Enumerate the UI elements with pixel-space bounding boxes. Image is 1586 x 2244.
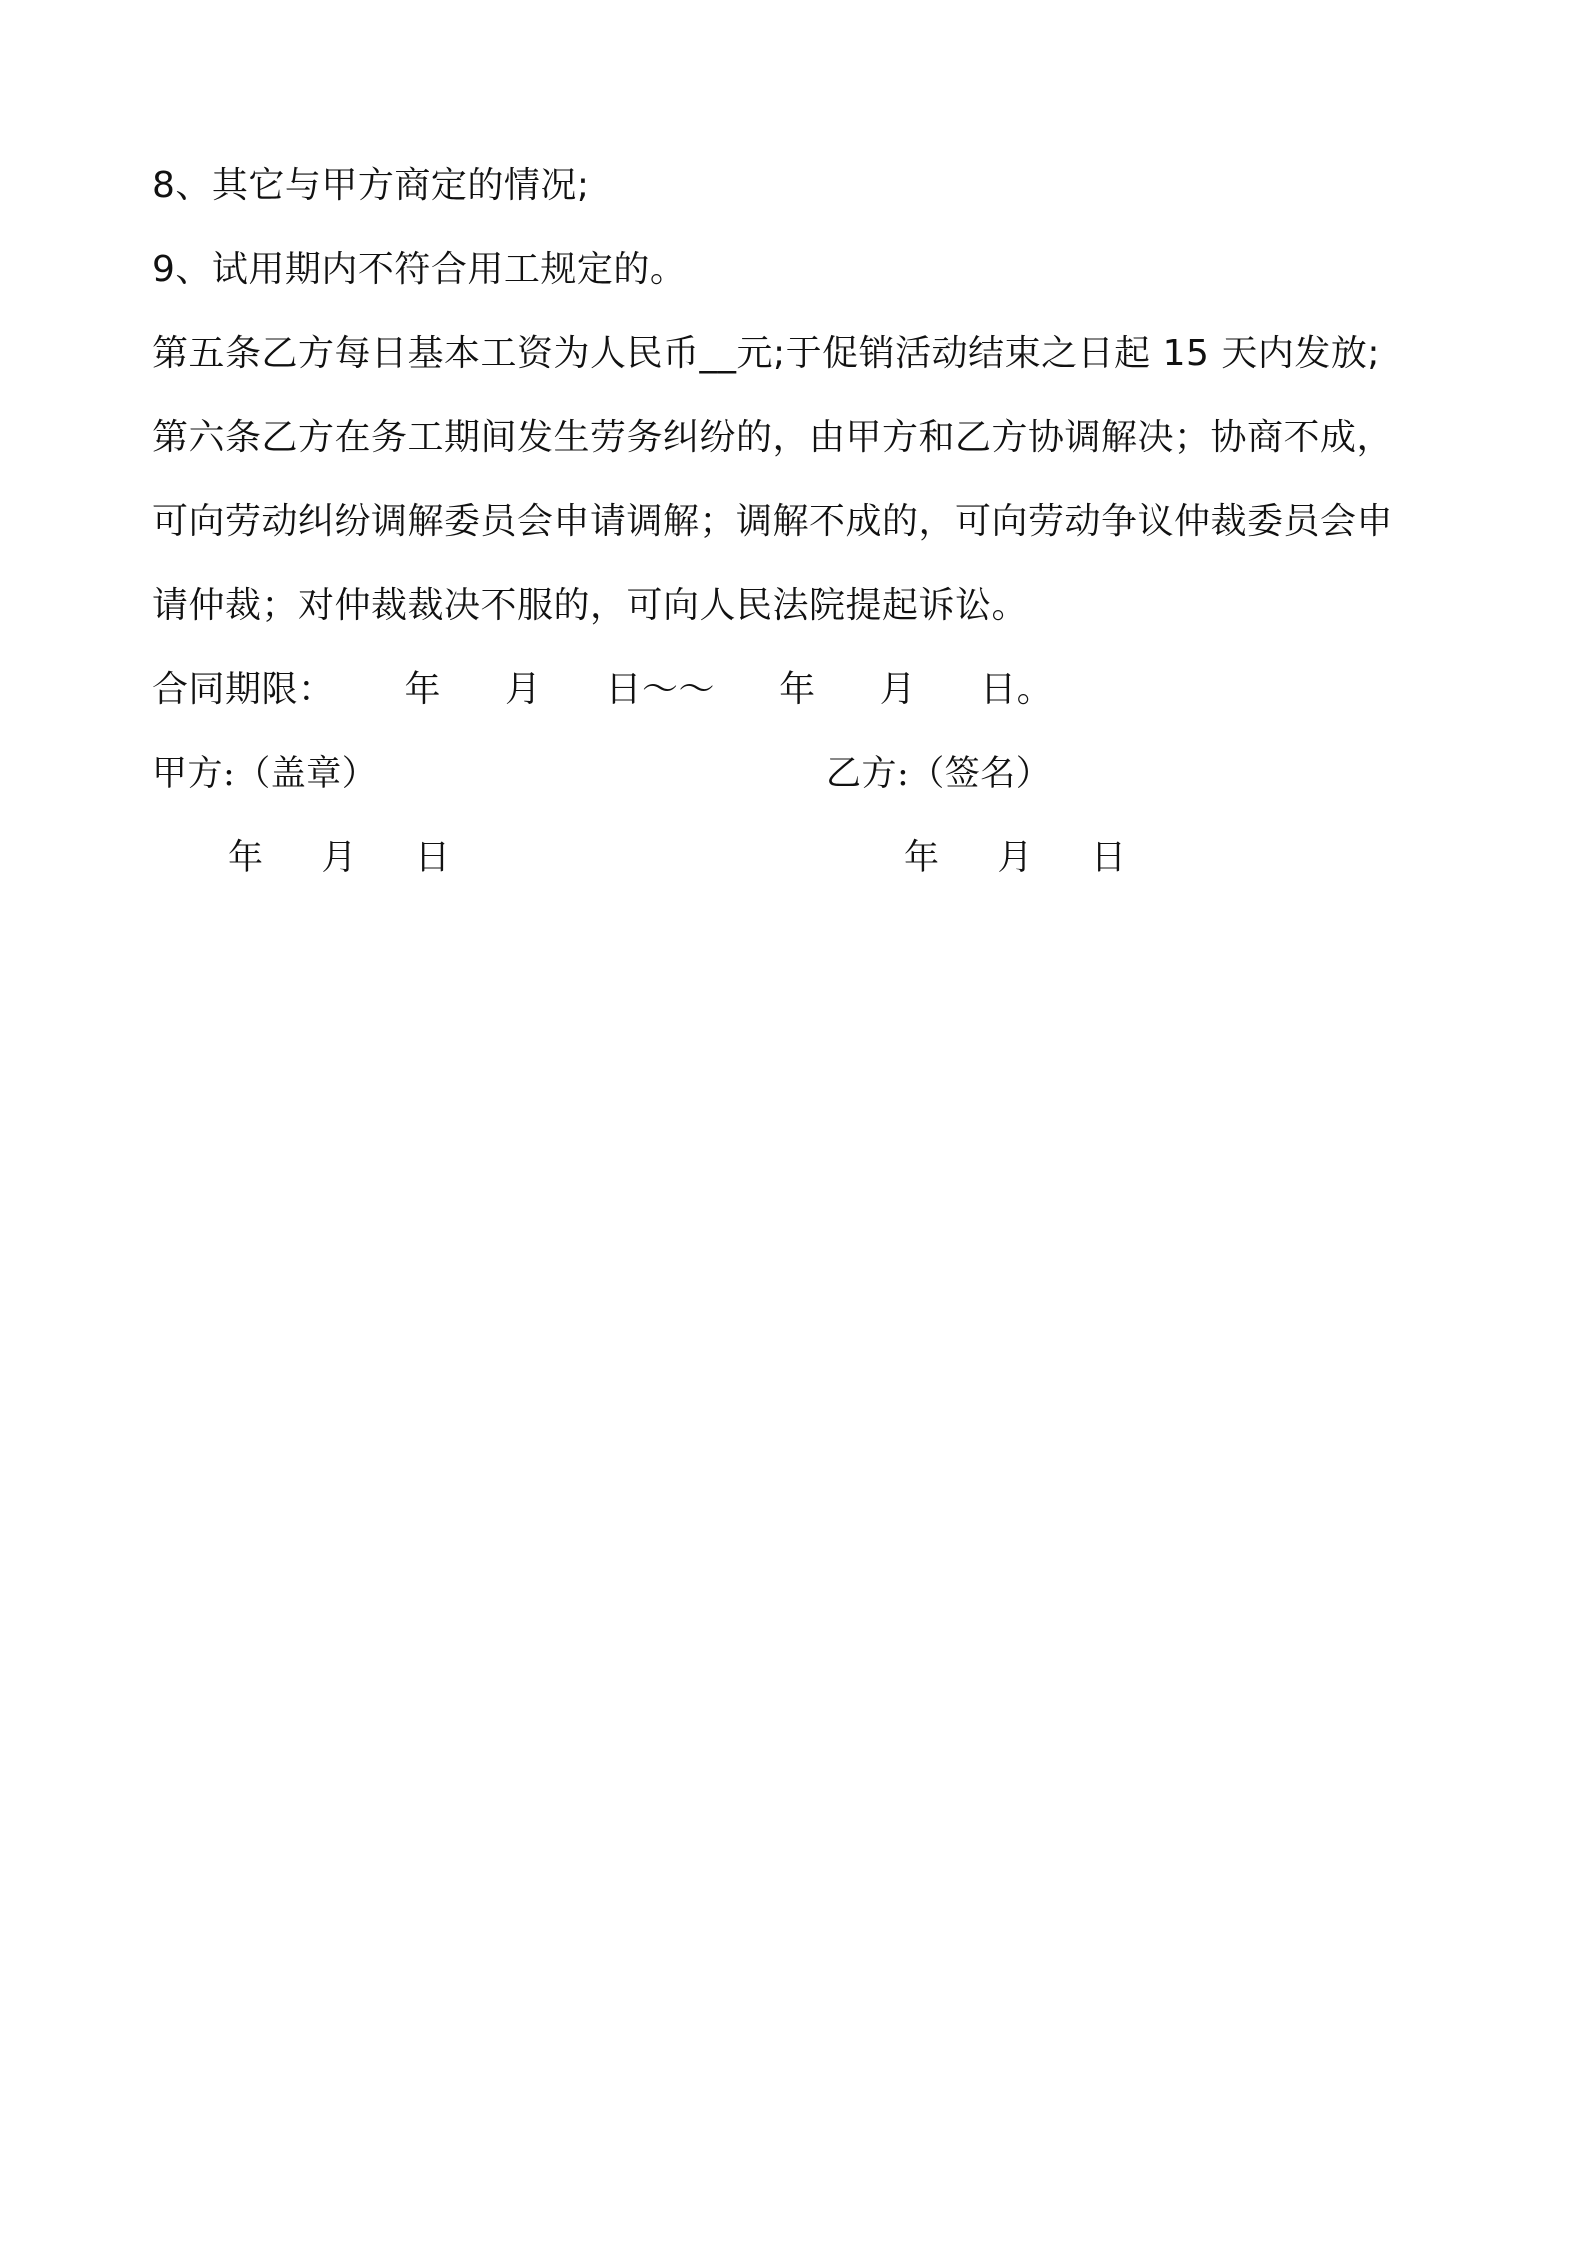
party-b-day: 日 [1091, 838, 1127, 878]
clause-9: 9、试用期内不符合用工规定的。 [152, 249, 687, 290]
term-end-day: 日。 [980, 669, 1054, 710]
party-a-month: 月 [321, 838, 358, 878]
party-b-year: 年 [904, 838, 940, 878]
clause-8: 8、其它与甲方商定的情况; [152, 165, 590, 206]
term-end-month: 月 [879, 669, 917, 710]
term-end-year: 年 [779, 669, 816, 710]
term-start-day: 日～～ [605, 669, 716, 710]
party-b-date [904, 834, 1127, 882]
contract-term [152, 666, 1053, 714]
article-5: 第五条乙方每日基本工资为人民币__元;于促销活动结束之日起 15 天内发放; [152, 333, 1380, 374]
term-start-year: 年 [404, 669, 442, 710]
party-a-day: 日 [415, 838, 451, 878]
party-a-year: 年 [228, 838, 264, 878]
article-6-line-3: 请仲裁；对仲裁裁决不服的，可向人民法院提起诉讼。 [152, 585, 1029, 626]
party-a-date [228, 834, 451, 882]
term-start-month: 月 [505, 669, 542, 710]
party-a-seal: 甲方:（盖章） [152, 754, 378, 794]
contract-term-label: 合同期限： [152, 669, 335, 710]
article-6-line-2: 可向劳动纠纷调解委员会申请调解；调解不成的，可向劳动争议仲裁委员会申 [152, 501, 1394, 542]
party-b-signature: 乙方:（签名） [826, 754, 1052, 794]
article-6-line-1: 第六条乙方在务工期间发生劳务纠纷的，由甲方和乙方协调解决；协商不成， [152, 417, 1394, 458]
party-b-month: 月 [997, 838, 1034, 878]
